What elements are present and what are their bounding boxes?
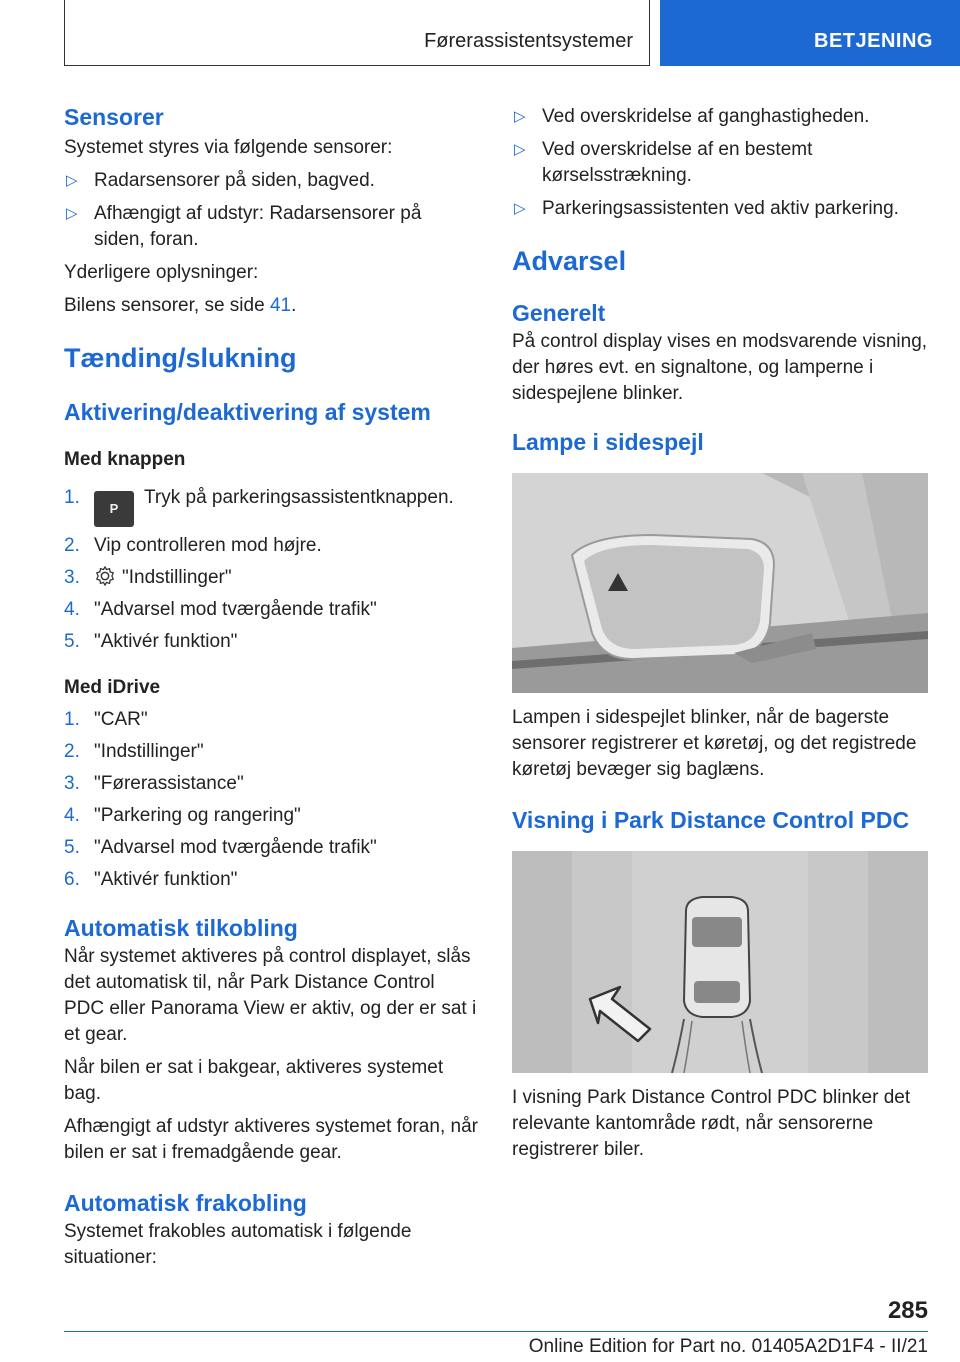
triangle-right-icon: ▷: [66, 172, 78, 189]
header-title: Førerassistentsystemer: [424, 30, 633, 52]
parking-assist-button-icon: P: [94, 491, 134, 527]
header-section: BETJENING: [814, 30, 933, 52]
sensorer-intro: Systemet styres via følgende sensorer:: [64, 137, 393, 158]
list-item: 6. "Aktivér funktion": [64, 869, 238, 890]
heading-auto-tilkobling: Automatisk tilkobling: [64, 915, 298, 941]
pdc-display-image: [512, 851, 928, 1073]
triangle-right-icon: ▷: [514, 200, 526, 217]
side-mirror-image: [512, 473, 928, 693]
page-number: 285: [887, 1297, 928, 1324]
generelt-p: På control display vises en modsvarende visning, der høres evt. en signaltone, og lamperne i sidespejlene blinker.: [512, 331, 928, 404]
heading-generelt: Generelt: [512, 300, 606, 326]
list-item: ▷ Ved overskridelse af ganghastigheden.: [512, 104, 928, 130]
list-item: ▷ Parkeringsassistenten ved aktiv parkering.: [512, 196, 928, 222]
sensor-reference: Bilens sensorer, se side 41.: [64, 295, 297, 316]
gear-icon: [94, 565, 116, 587]
heading-lampe: Lampe i sidespejl: [512, 429, 704, 455]
triangle-right-icon: ▷: [514, 141, 526, 158]
heading-visning: Visning i Park Distance Control PDC: [512, 807, 910, 833]
list-item: 1. PTryk på parkeringsassistentknappen.: [64, 485, 480, 527]
auto-tilkobling-p1: Når systemet aktiveres på control displayet, slås det automatisk til, når Park Distance Control PDC eller Panorama View er aktiv, og der er sat i et gear.: [64, 946, 477, 1045]
list-item: 3. "Indstillinger": [64, 567, 232, 588]
list-item: 2. "Indstillinger": [64, 741, 204, 762]
list-item: ▷ Afhængigt af udstyr: Radarsensorer på siden, foran.: [66, 203, 422, 250]
list-item: 2. Vip controlleren mod højre.: [64, 535, 322, 556]
footer-edition: Online Edition for Part no. 01405A2D1F4 - II/21: [528, 1336, 928, 1357]
list-item: 5. "Advarsel mod tværgående trafik": [64, 837, 377, 858]
auto-tilkobling-p3: Afhængigt af udstyr aktiveres systemet foran, når bilen er sat i fremadgående gear.: [64, 1116, 478, 1163]
right-column: [512, 100, 928, 1163]
list-item: 3. "Førerassistance": [64, 773, 244, 794]
list-item: 1. "CAR": [64, 709, 148, 730]
heading-auto-frakobling: Automatisk frakobling: [64, 1190, 307, 1216]
header-section-tab: [660, 0, 960, 66]
triangle-right-icon: ▷: [66, 205, 78, 222]
auto-frakobling-p: Systemet frakobles automatisk i følgende situationer:: [64, 1221, 412, 1268]
page-link[interactable]: 41: [269, 295, 292, 316]
heading-aktivering: Aktivering/deaktivering af system: [64, 399, 431, 425]
list-item: 4. "Parkering og rangering": [64, 805, 301, 826]
heading-sensorer: Sensorer: [64, 104, 164, 130]
list-item: ▷ Ved overskridelse af en bestemt kørselsstrækning.: [514, 139, 813, 186]
list-item: 5. "Aktivér funktion": [64, 631, 238, 652]
triangle-right-icon: ▷: [514, 108, 526, 125]
heading-med-idrive: Med iDrive: [64, 677, 161, 698]
auto-tilkobling-p2: Når bilen er sat i bakgear, aktiveres systemet bag.: [64, 1057, 444, 1104]
left-column: [64, 100, 480, 1271]
lampe-p: Lampen i sidespejlet blinker, når de bagerste sensorer registrerer et køretøj, og det registrede køretøj bevæger sig baglæns.: [512, 707, 917, 780]
header-title-box: [64, 0, 650, 66]
heading-taending: Tænding/slukning: [64, 343, 297, 373]
visning-p: I visning Park Distance Control PDC blinker det relevante kantområde rødt, når sensorerne registrerer biler.: [512, 1087, 911, 1160]
list-item: 4. "Advarsel mod tværgående trafik": [64, 599, 377, 620]
heading-med-knappen: Med knappen: [64, 449, 186, 470]
list-item: ▷ Radarsensorer på siden, bagved.: [64, 168, 480, 194]
footer-divider: [64, 1331, 928, 1332]
heading-advarsel: Advarsel: [512, 246, 627, 276]
more-info-label: Yderligere oplysninger:: [64, 262, 259, 283]
